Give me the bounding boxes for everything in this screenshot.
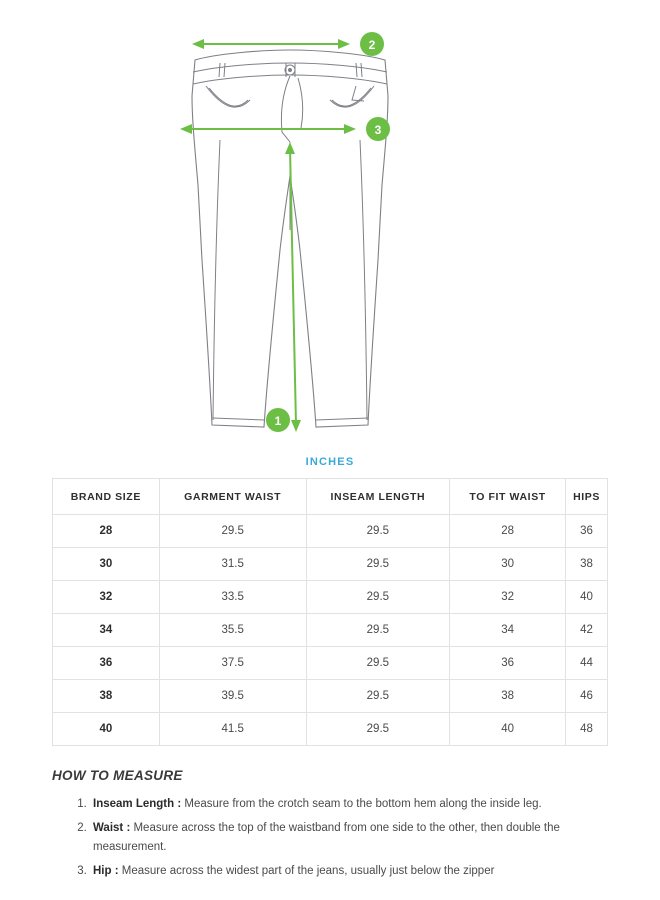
jeans-diagram-svg xyxy=(120,0,540,450)
cell-garment-waist: 33.5 xyxy=(159,581,306,614)
table-row xyxy=(53,548,608,581)
list-item-text: Measure from the crotch seam to the bottom hem along the inside leg. xyxy=(181,798,542,810)
how-to-measure-section xyxy=(0,746,660,881)
table-row xyxy=(53,713,608,746)
cell-brand-size: 34 xyxy=(53,614,160,647)
how-to-measure-list xyxy=(52,795,608,881)
cell-brand-size: 36 xyxy=(53,647,160,680)
cell-brand-size: 28 xyxy=(53,515,160,548)
cell-brand-size: 38 xyxy=(53,680,160,713)
callout-1-badge xyxy=(266,408,290,432)
unit-label: INCHES xyxy=(305,456,355,468)
list-item-term: Inseam Length : xyxy=(93,798,182,810)
column-header-inseam-length: INSEAM LENGTH xyxy=(306,479,449,515)
size-table-wrapper xyxy=(0,478,660,746)
callout-2-line xyxy=(192,39,350,49)
list-item xyxy=(90,819,608,857)
list-item xyxy=(90,795,608,814)
cell-hips: 36 xyxy=(566,515,608,548)
cell-inseam-length: 29.5 xyxy=(306,713,449,746)
cell-to-fit-waist: 34 xyxy=(450,614,566,647)
column-header-garment-waist: GARMENT WAIST xyxy=(159,479,306,515)
cell-garment-waist: 29.5 xyxy=(159,515,306,548)
cell-inseam-length: 29.5 xyxy=(306,548,449,581)
callout-2-badge xyxy=(360,32,384,56)
cell-to-fit-waist: 40 xyxy=(450,713,566,746)
list-item xyxy=(90,862,608,881)
table-row xyxy=(53,581,608,614)
cell-hips: 46 xyxy=(566,680,608,713)
cell-brand-size: 40 xyxy=(53,713,160,746)
column-header-brand-size: BRAND SIZE xyxy=(53,479,160,515)
cell-inseam-length: 29.5 xyxy=(306,614,449,647)
list-item-text: Measure across the widest part of the jeans, usually just below the zipper xyxy=(118,864,495,877)
table-header-row xyxy=(53,479,608,515)
callout-2-label: 2 xyxy=(368,38,376,52)
table-row xyxy=(53,515,608,548)
list-item-term: Hip : xyxy=(93,864,119,877)
table-row xyxy=(53,614,608,647)
size-table-body xyxy=(53,515,608,746)
cell-to-fit-waist: 30 xyxy=(450,548,566,581)
table-row xyxy=(53,680,608,713)
cell-to-fit-waist: 28 xyxy=(450,515,566,548)
cell-inseam-length: 29.5 xyxy=(306,680,449,713)
cell-brand-size: 32 xyxy=(53,581,160,614)
cell-brand-size: 30 xyxy=(53,548,160,581)
table-row xyxy=(53,647,608,680)
size-table xyxy=(52,478,608,746)
jeans-outline-icon xyxy=(192,50,388,427)
how-to-measure-title: HOW TO MEASURE xyxy=(52,768,183,783)
column-header-to-fit-waist: TO FIT WAIST xyxy=(450,479,566,515)
cell-hips: 38 xyxy=(566,548,608,581)
callout-3-label: 3 xyxy=(374,123,382,137)
column-header-hips: HIPS xyxy=(566,479,608,515)
cell-garment-waist: 35.5 xyxy=(159,614,306,647)
list-item-text: Measure across the top of the waistband from one side to the other, then double the measurement. xyxy=(93,821,560,853)
cell-hips: 44 xyxy=(566,647,608,680)
cell-to-fit-waist: 36 xyxy=(450,647,566,680)
cell-garment-waist: 41.5 xyxy=(159,713,306,746)
cell-inseam-length: 29.5 xyxy=(306,515,449,548)
callout-1-label: 1 xyxy=(274,414,282,428)
cell-to-fit-waist: 32 xyxy=(450,581,566,614)
cell-hips: 48 xyxy=(566,713,608,746)
cell-garment-waist: 37.5 xyxy=(159,647,306,680)
cell-hips: 42 xyxy=(566,614,608,647)
cell-to-fit-waist: 38 xyxy=(450,680,566,713)
cell-inseam-length: 29.5 xyxy=(306,581,449,614)
callout-3-badge xyxy=(366,117,390,141)
cell-garment-waist: 31.5 xyxy=(159,548,306,581)
list-item-term: Waist : xyxy=(93,821,131,834)
cell-garment-waist: 39.5 xyxy=(159,680,306,713)
size-table-head xyxy=(53,479,608,515)
cell-hips: 40 xyxy=(566,581,608,614)
cell-inseam-length: 29.5 xyxy=(306,647,449,680)
